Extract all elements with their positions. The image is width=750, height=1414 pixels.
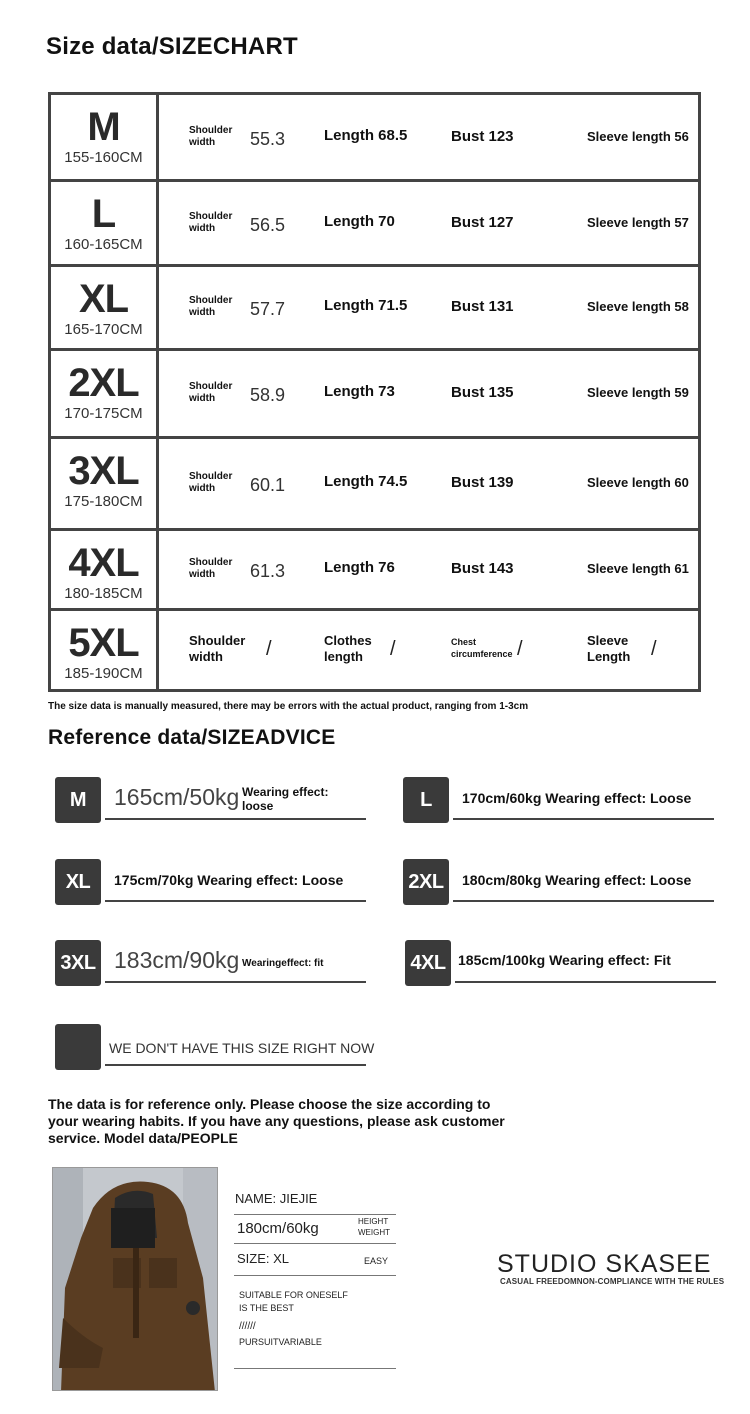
size-label: 3XL <box>68 449 139 493</box>
size-badge-3xl: 3XL <box>55 940 101 986</box>
size-row <box>51 182 698 267</box>
size-badge-2xl: 2XL <box>403 859 449 905</box>
shoulder-value: 57.7 <box>250 299 286 319</box>
height-range: 155-160CM <box>64 149 143 166</box>
empty-slash: / <box>517 638 523 660</box>
shoulder-value: 60.1 <box>250 475 286 495</box>
model-height-label: HEIGHT <box>358 1217 389 1226</box>
advice-4xl-text: 185cm/100kg Wearing effect: Fit <box>458 952 671 968</box>
bust-value: Bust 123 <box>451 128 514 145</box>
size-badge-empty <box>55 1024 101 1070</box>
brand-tagline: CASUAL FREEDOMNON-COMPLIANCE WITH THE RULES <box>500 1277 725 1286</box>
length-value: Length 73 <box>324 383 395 400</box>
model-divider <box>234 1243 396 1244</box>
sleeve-value: Sleeve length 59 <box>587 385 689 400</box>
sizechart-title: Size data/SIZECHART <box>46 33 298 60</box>
advice-m-value: 165cm/50kg <box>114 784 240 810</box>
size-chart-table <box>48 92 701 692</box>
height-range: 165-170CM <box>64 321 143 338</box>
advice-m-effect: Wearing effect: loose <box>242 785 329 813</box>
size-cell <box>51 267 159 348</box>
advice-2xl-text: 180cm/80kg Wearing effect: Loose <box>462 872 692 888</box>
clothes-length-label: Clothes length <box>324 633 372 664</box>
size-row <box>51 531 698 611</box>
model-weight-label: WEIGHT <box>358 1228 390 1237</box>
sleeve-length-label: Sleeve Length <box>587 633 631 664</box>
model-motto-2: IS THE BEST <box>239 1303 294 1313</box>
bust-value: Bust 143 <box>451 560 514 577</box>
advice-underline <box>105 1064 366 1066</box>
size-cell <box>51 182 159 264</box>
empty-slash: / <box>651 638 657 660</box>
model-motto-1: SUITABLE FOR ONESELF <box>239 1290 348 1300</box>
advice-none-text: WE DON'T HAVE THIS SIZE RIGHT NOW <box>109 1040 375 1056</box>
model-slashes: ////// <box>239 1321 256 1332</box>
advice-underline <box>453 900 714 902</box>
model-divider <box>234 1368 396 1369</box>
shoulder-label: Shoulder width <box>189 211 233 234</box>
chest-label: Chest circumference <box>451 637 513 659</box>
empty-slash: / <box>390 638 396 660</box>
bust-value: Bust 139 <box>451 474 514 491</box>
advice-3xl-value: 183cm/90kg <box>114 947 240 973</box>
model-photo-illustration <box>53 1168 218 1391</box>
size-badge-m: M <box>55 777 101 823</box>
shoulder-label: Shoulder width <box>189 633 246 664</box>
length-value: Length 74.5 <box>324 473 408 490</box>
model-fit: EASY <box>364 1256 389 1266</box>
shoulder-label: Shoulder width <box>189 471 233 494</box>
size-cell <box>51 95 159 179</box>
brand-name: STUDIO SKASEE <box>497 1250 712 1278</box>
model-height-weight: 180cm/60kg <box>237 1220 319 1237</box>
model-name: NAME: JIEJIE <box>235 1191 318 1206</box>
size-row <box>51 267 698 351</box>
length-value: Length 71.5 <box>324 297 408 314</box>
shoulder-value: 58.9 <box>250 385 286 405</box>
shoulder-value: 61.3 <box>250 561 286 581</box>
height-range: 160-165CM <box>64 236 143 253</box>
length-value: Length 70 <box>324 213 395 230</box>
length-value: Length 68.5 <box>324 127 408 144</box>
advice-underline <box>105 900 366 902</box>
shoulder-label: Shoulder width <box>189 125 233 148</box>
size-badge-4xl: 4XL <box>405 940 451 986</box>
measurement-note: The size data is manually measured, there may be errors with the actual product, ranging from 1-3cm <box>48 701 529 712</box>
size-cell <box>51 611 159 689</box>
bust-value: Bust 127 <box>451 214 514 231</box>
sleeve-value: Sleeve length 61 <box>587 561 689 576</box>
size-badge-l: L <box>403 777 449 823</box>
advice-underline <box>455 981 716 983</box>
model-divider <box>234 1275 396 1276</box>
height-range: 180-185CM <box>64 585 143 602</box>
size-cell <box>51 531 159 608</box>
advice-l-text: 170cm/60kg Wearing effect: Loose <box>462 790 692 806</box>
sleeve-value: Sleeve length 60 <box>587 475 689 490</box>
shoulder-label: Shoulder width <box>189 295 233 318</box>
size-row <box>51 351 698 439</box>
advice-underline <box>105 981 366 983</box>
shoulder-value: 55.3 <box>250 129 286 149</box>
size-badge-xl: XL <box>55 859 101 905</box>
advice-xl-text: 175cm/70kg Wearing effect: Loose <box>114 872 344 888</box>
size-label: L <box>91 192 116 236</box>
sizeadvice-title: Reference data/SIZEADVICE <box>48 726 336 749</box>
model-photo <box>52 1167 218 1391</box>
shoulder-label: Shoulder width <box>189 557 233 580</box>
height-range: 185-190CM <box>64 665 143 682</box>
advice-underline <box>453 818 714 820</box>
size-label: 2XL <box>68 361 139 405</box>
size-label: 4XL <box>68 541 139 585</box>
size-row <box>51 95 698 182</box>
sleeve-value: Sleeve length 58 <box>587 299 689 314</box>
bust-value: Bust 135 <box>451 384 514 401</box>
height-range: 175-180CM <box>64 493 143 510</box>
reference-paragraph: The data is for reference only. Please choose the size according to your wearing habits. If you have any questions, please ask customer service. Model data/PEOPLE <box>48 1096 505 1146</box>
size-row <box>51 611 698 689</box>
sleeve-value: Sleeve length 57 <box>587 215 689 230</box>
size-row <box>51 439 698 531</box>
height-range: 170-175CM <box>64 405 143 422</box>
model-size: SIZE: XL <box>237 1251 290 1266</box>
length-value: Length 76 <box>324 559 395 576</box>
empty-slash: / <box>266 638 272 660</box>
size-label: XL <box>78 277 129 321</box>
shoulder-label: Shoulder width <box>189 381 233 404</box>
advice-underline <box>105 818 366 820</box>
model-divider <box>234 1214 396 1215</box>
size-label: M <box>87 105 120 149</box>
shoulder-value: 56.5 <box>250 215 286 235</box>
size-label: 5XL <box>68 621 139 665</box>
advice-3xl-effect: Wearingeffect: fit <box>242 958 324 969</box>
size-cell <box>51 351 159 436</box>
model-motto-3: PURSUITVARIABLE <box>239 1337 322 1347</box>
sleeve-value: Sleeve length 56 <box>587 129 689 144</box>
bust-value: Bust 131 <box>451 298 514 315</box>
size-cell <box>51 439 159 528</box>
